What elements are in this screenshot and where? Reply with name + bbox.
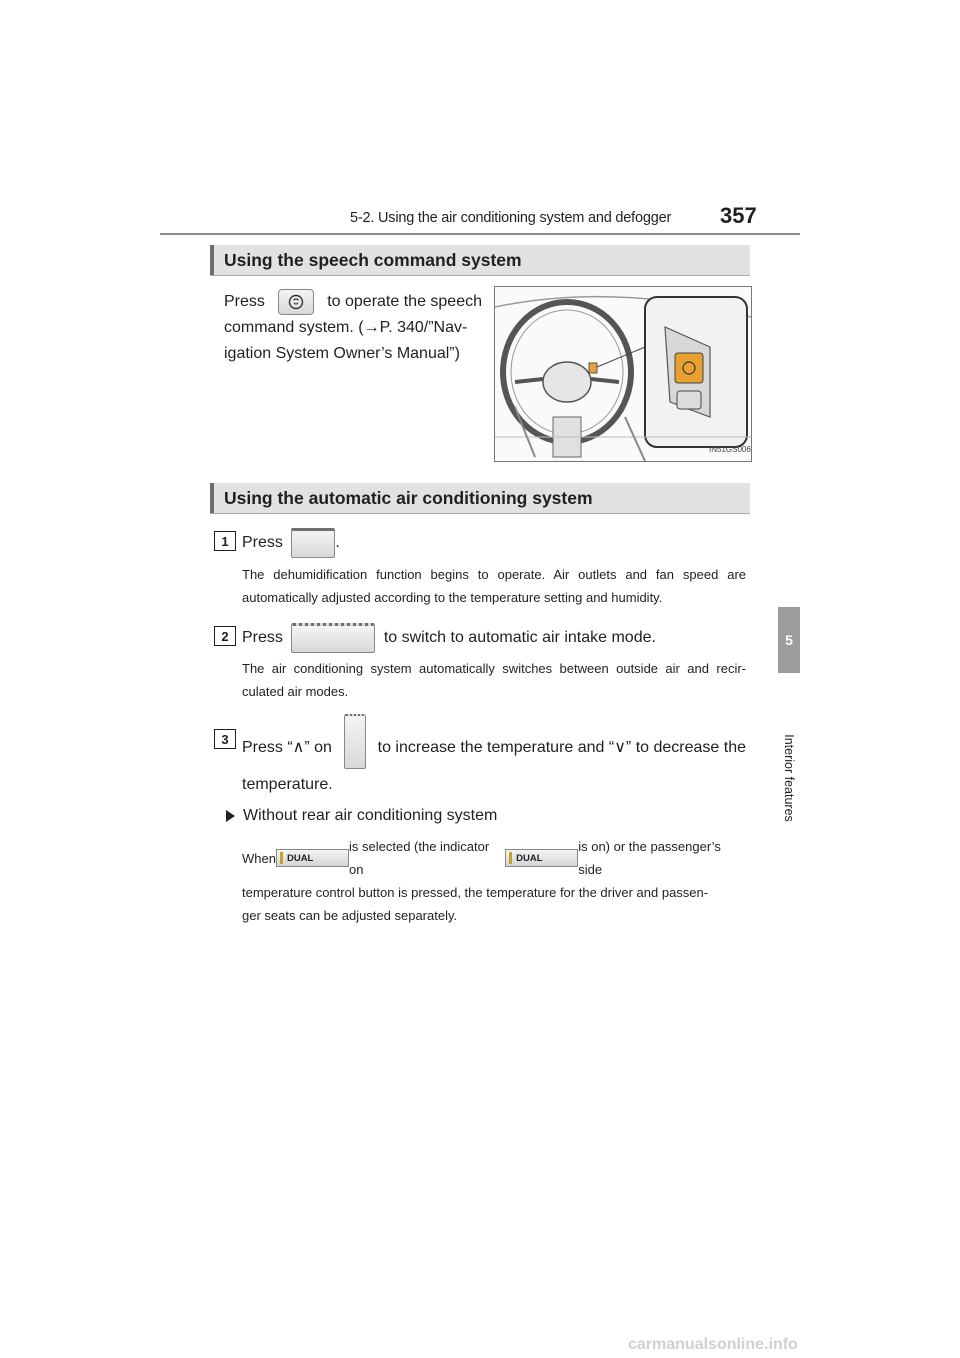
step-3-line-2: temperature. [242, 776, 333, 793]
step-number-2: 2 [214, 626, 236, 646]
talk-switch-button [278, 289, 314, 315]
section-heading-text: Using the speech command system [224, 250, 522, 270]
speech-after-text: to operate the speech [327, 293, 482, 310]
section-heading-bar [210, 245, 214, 275]
step-2-after: to switch to automatic air intake mode. [383, 629, 656, 647]
dual-label: DUAL [286, 852, 314, 864]
step-number-3: 3 [214, 729, 236, 749]
step-2-desc-line-1: The air conditioning system automatically switches between outside air and recir- [242, 661, 746, 676]
section-heading-auto-ac [210, 483, 750, 514]
bullet-title: Without rear air conditioning system [243, 807, 498, 824]
steering-wheel-drawing [495, 287, 751, 461]
steering-wheel-illustration [494, 286, 752, 462]
bullet-arrow-icon [226, 810, 235, 822]
section-heading-speech [210, 245, 750, 276]
air-intake-button [291, 623, 375, 653]
step-2-desc-line-2: culated air modes. [242, 684, 349, 699]
chapter-number: 5 [785, 632, 793, 648]
watermark: carmanualsonline.info [628, 1336, 798, 1353]
step-1-after: . [335, 534, 340, 552]
speech-line-2: command system. (→P. 340/”Nav- [224, 319, 468, 336]
section-header-title: 5-2. Using the air conditioning system and defogger [350, 210, 672, 226]
bullet-when: When [242, 850, 276, 866]
dual-label: DUAL [516, 852, 543, 864]
section-heading-text: Using the automatic air conditioning system [224, 488, 593, 508]
bullet-body [242, 835, 746, 927]
step-number-1: 1 [214, 531, 236, 551]
step-2-description [242, 657, 746, 703]
auto-button [291, 528, 335, 558]
dual-indicator [509, 852, 512, 864]
temperature-switch [344, 714, 366, 769]
step-1-description [242, 563, 746, 609]
dual-button-indicator [505, 849, 578, 867]
speech-press-label: Press [224, 293, 265, 310]
section-heading-bar [210, 483, 214, 513]
step-3-press: Press “∧” on [242, 738, 332, 756]
illustration-code: IN51GS006 [709, 445, 751, 454]
dual-indicator [280, 852, 283, 864]
page-number: 357 [720, 203, 757, 228]
step-3-line [242, 726, 746, 769]
dual-button [276, 849, 349, 867]
chapter-tab [778, 607, 800, 673]
step-2-press: Press [242, 629, 283, 647]
step-1-press: Press [242, 534, 283, 552]
step-3-after: to increase the temperature and “∨” to decrease the [377, 738, 746, 756]
step-1-line [242, 528, 340, 558]
bullet-heading [226, 803, 497, 829]
speech-paragraph [224, 289, 482, 367]
bullet-line-1 [242, 835, 746, 881]
step-1-desc-line-1: The dehumidification function begins to operate. Air outlets and fan speed are [242, 567, 746, 582]
step-1-desc-line-2: automatically adjusted according to the temperature setting and humidity. [242, 590, 663, 605]
bullet-end: is on) or the passenger’s side [578, 839, 721, 877]
voice-command-icon [288, 294, 304, 310]
step-2-line [242, 623, 656, 653]
bullet-mid: is selected (the indicator on [349, 839, 490, 877]
header-divider [160, 233, 800, 235]
bullet-line-3: ger seats can be adjusted separately. [242, 908, 458, 923]
speech-line-3: igation System Owner’s Manual”) [224, 345, 460, 362]
chapter-label: Interior features [782, 734, 796, 822]
bullet-line-2: temperature control button is pressed, the temperature for the driver and passen- [242, 885, 709, 900]
